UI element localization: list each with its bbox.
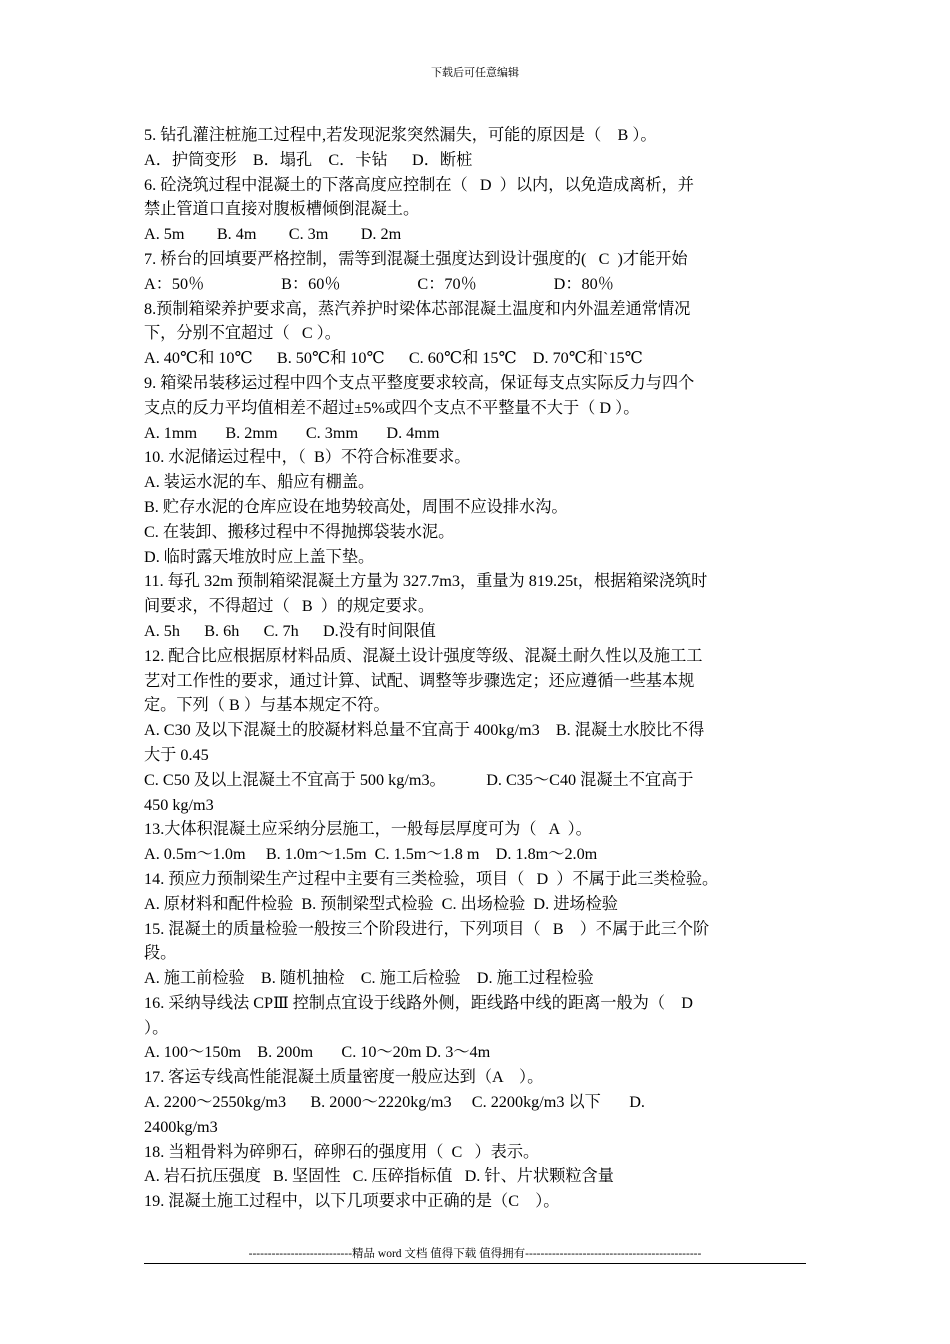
text-line: A. 装运水泥的车、船应有棚盖。	[144, 473, 375, 492]
text-line: 16. 采纳导线法 CPⅢ 控制点宜设于线路外侧，距线路中线的距离一般为（ D	[144, 993, 693, 1012]
text-line: 11. 每孔 32m 预制箱梁混凝土方量为 327.7m3，重量为 819.25t，根据箱梁浇筑时	[144, 572, 708, 591]
text-line: 支点的反力平均值相差不超过±5%或四个支点不平整量不大于（ D ）。	[144, 398, 640, 417]
document-body	[144, 123, 816, 1214]
text-line: C. 在装卸、搬移过程中不得抛掷袋装水泥。	[144, 522, 455, 541]
text-line: A．护筒变形 B．塌孔 C．卡钻 D．断桩	[144, 150, 473, 169]
text-line: A. 施工前检验 B. 随机抽检 C. 施工后检验 D. 施工过程检验	[144, 969, 594, 988]
text-line: 大于 0.45	[144, 745, 209, 764]
text-line: A. 2200～2550kg/m3 B. 2000～2220kg/m3 C. 2200kg/m3 以下 D.	[144, 1093, 645, 1112]
text-line: 9. 箱梁吊装移运过程中四个支点平整度要求较高，保证每支点实际反力与四个	[144, 373, 695, 392]
text-line: A. 5h B. 6h C. 7h D.没有时间限值	[144, 621, 436, 640]
text-line: 8.预制箱梁养护要求高，蒸汽养护时梁体芯部混凝土温度和内外温差通常情况	[144, 299, 691, 318]
text-line: 10. 水泥储运过程中，（ B）不符合标准要求。	[144, 448, 471, 467]
text-line: A. 原材料和配件检验 B. 预制梁型式检验 C. 出场检验 D. 进场检验	[144, 894, 618, 913]
text-line: A. 1mm B. 2mm C. 3mm D. 4mm	[144, 423, 440, 442]
text-line: 14. 预应力预制梁生产过程中主要有三类检验，项目（ D ）不属于此三类检验。	[144, 869, 719, 888]
text-line: 段。	[144, 944, 177, 963]
text-line: 13.大体积混凝土应采纳分层施工，一般每层厚度可为（ A ）。	[144, 820, 592, 839]
text-line: B. 贮存水泥的仓库应设在地势较高处，周围不应设排水沟。	[144, 497, 568, 516]
text-line: 下，分别不宜超过（ C ）。	[144, 324, 341, 343]
text-line: C. C50 及以上混凝土不宜高于 500 kg/m3。 D. C35～C40 混凝土不宜高于	[144, 770, 694, 789]
text-line: D. 临时露天堆放时应上盖下垫。	[144, 547, 375, 566]
text-line: A. 40℃和 10℃ B. 50℃和 10℃ C. 60℃和 15℃ D. 70℃和`15℃	[144, 349, 643, 368]
text-line: 12. 配合比应根据原材料品质、混凝土设计强度等级、混凝土耐久性以及施工工	[144, 646, 703, 665]
text-line: 艺对工作性的要求，通过计算、试配、调整等步骤选定；还应遵循一些基本规	[144, 671, 695, 690]
text-line: 17. 客运专线高性能混凝土质量密度一般应达到（A ）。	[144, 1068, 544, 1087]
text-line: 2400kg/m3	[144, 1117, 218, 1136]
text-line: 450 kg/m3	[144, 795, 214, 814]
text-line: ）。	[144, 1018, 169, 1037]
text-line: 禁止管道口直接对腹板槽倾倒混凝土。	[144, 200, 420, 219]
text-line: A. 5m B. 4m C. 3m D. 2m	[144, 225, 402, 244]
footer-divider	[144, 1263, 806, 1264]
text-line: 15. 混凝土的质量检验一般按三个阶段进行，下列项目（ B ）不属于此三个阶	[144, 919, 710, 938]
text-line: 18. 当粗骨料为碎卵石，碎卵石的强度用（ C ）表示。	[144, 1142, 540, 1161]
text-line: A. 100～150m B. 200m C. 10～20m D. 3～4m	[144, 1043, 491, 1062]
page-header: 下载后可任意编辑	[431, 67, 519, 79]
text-line: A. 0.5m～1.0m B. 1.0m～1.5m C. 1.5m～1.8 m D. 1.8m～2.0m	[144, 845, 598, 864]
text-line: A. C30 及以下混凝土的胶凝材料总量不宜高于 400kg/m3 B. 混凝土水胶比不得	[144, 721, 705, 740]
text-line: 7. 桥台的回填要严格控制，需等到混凝土强度达到设计强度的( C )才能开始	[144, 249, 688, 268]
text-line: A：50％ B：60％ C：70％ D：80％	[144, 274, 614, 293]
text-line: 间要求，不得超过（ B ）的规定要求。	[144, 597, 435, 616]
page-footer: ---------------------------精品 word 文档 值得下载 值得拥有----------------------------------------------	[248, 1248, 702, 1260]
text-line: 5. 钻孔灌注桩施工过程中,若发现泥浆突然漏失，可能的原因是（ B ）。	[144, 126, 657, 144]
text-line: 定。下列（ B ）与基本规定不符。	[144, 696, 390, 715]
text-line: 19. 混凝土施工过程中，以下几项要求中正确的是（C ）。	[144, 1192, 560, 1211]
text-line: A. 岩石抗压强度 B. 坚固性 C. 压碎指标值 D. 针、片状颗粒含量	[144, 1167, 614, 1186]
text-line: 6. 砼浇筑过程中混凝土的下落高度应控制在（ D ）以内，以免造成离析，并	[144, 175, 694, 194]
